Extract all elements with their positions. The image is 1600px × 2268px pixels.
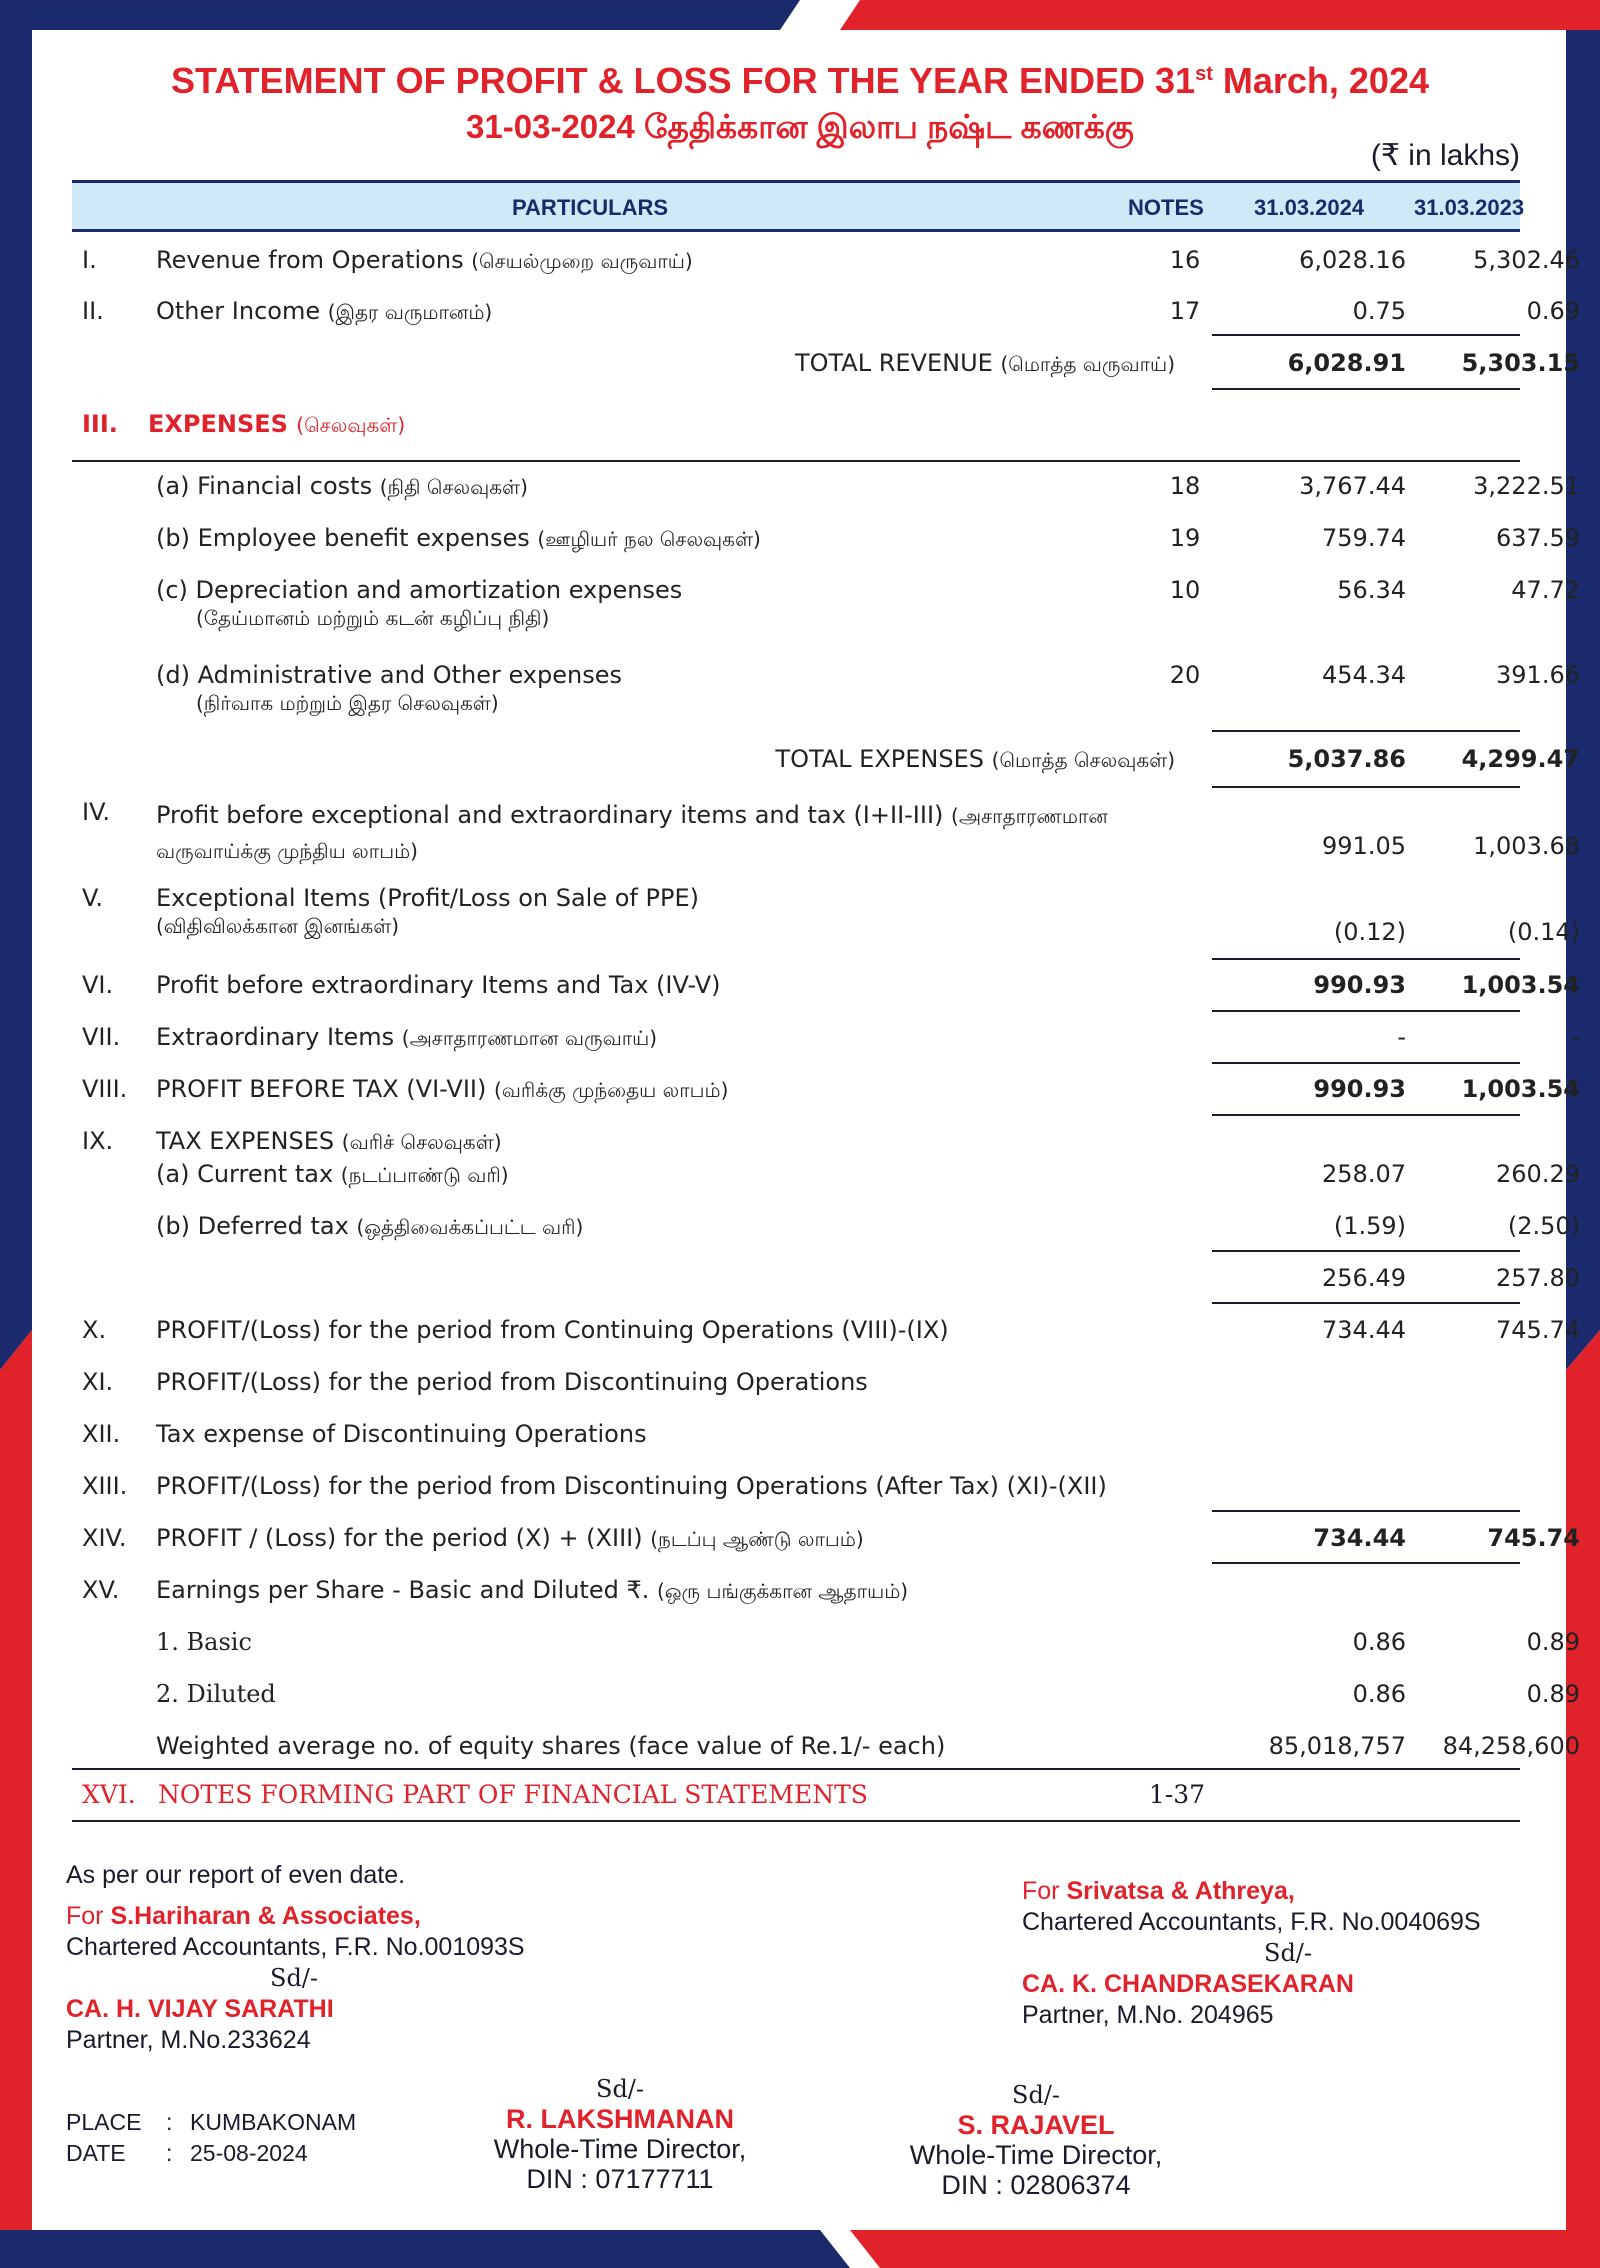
right-signatory-name: CA. K. CHANDRASEKARAN: [1022, 1970, 1354, 1998]
row-label: Exceptional Items (Profit/Loss on Sale of PPE) (விதிவிலக்கான இனங்கள்): [156, 884, 699, 938]
row-number: I.: [82, 246, 97, 274]
row-number: XI.: [82, 1368, 114, 1396]
row-label: (a) Financial costs (நிதி செலவுகள்): [156, 472, 528, 500]
value-2023: (2.50): [1507, 1212, 1580, 1240]
row-label: (a) Current tax (நடப்பாண்டு வரி): [156, 1160, 509, 1188]
right-sd: Sd/-: [1264, 1939, 1312, 1967]
row-note: 16: [1169, 246, 1201, 274]
director-2-block: [886, 2080, 1186, 2200]
right-ca-line: Chartered Accountants, F.R. No.004069S: [1022, 1908, 1481, 1936]
value-2024: (1.59): [1333, 1212, 1406, 1240]
row-label: Extraordinary Items (அசாதாரணமான வருவாய்): [156, 1023, 658, 1051]
row-number: XV.: [82, 1576, 120, 1604]
director-1-din: DIN : 07177711: [526, 2164, 714, 2194]
value-2024: 56.34: [1337, 576, 1406, 604]
value-2023: 4,299.47: [1461, 745, 1580, 773]
value-2023: 745.74: [1487, 1524, 1580, 1552]
row-number: XIII.: [82, 1472, 128, 1500]
value-2024: 990.93: [1313, 971, 1406, 999]
row-note: 1-37: [1148, 1780, 1206, 1809]
statement-title: STATEMENT OF PROFIT & LOSS FOR THE YEAR ENDED 31st March, 2024: [170, 60, 1429, 101]
row-number: XVI.: [82, 1780, 136, 1809]
right-partner-line: Partner, M.No. 204965: [1022, 2001, 1274, 2029]
director-2-sd: Sd/-: [1012, 2081, 1060, 2109]
row-label: PROFIT / (Loss) for the period (X) + (XIII) (நடப்பு ஆண்டு லாபம்): [156, 1524, 864, 1552]
director-2-din: DIN : 02806374: [941, 2170, 1131, 2200]
value-2024: 734.44: [1322, 1316, 1406, 1344]
row-number: VII.: [82, 1023, 121, 1051]
row-label: EXPENSES (செலவுகள்): [148, 410, 406, 438]
divider: [1212, 958, 1520, 960]
value-2023: 0.69: [1526, 297, 1580, 325]
row-label: TAX EXPENSES (வரிச் செலவுகள்): [156, 1127, 502, 1155]
row-label: NOTES FORMING PART OF FINANCIAL STATEMENTS: [158, 1780, 868, 1809]
row-label: Revenue from Operations (செயல்முறை வருவாய்): [156, 246, 693, 274]
row-label: Other Income (இதர வருமானம்): [156, 297, 493, 325]
row-number: IV.: [82, 798, 111, 826]
row-label: Earnings per Share - Basic and Diluted ₹. (ஒரு பங்குக்கான ஆதாயம்): [156, 1576, 909, 1604]
divider: [1212, 1250, 1520, 1252]
row-label: PROFIT/(Loss) for the period from Discontinuing Operations: [156, 1368, 868, 1396]
row-note: 20: [1169, 661, 1201, 689]
value-2023: 5,302.46: [1473, 246, 1580, 274]
value-2023: 0.89: [1526, 1628, 1580, 1656]
report-note: As per our report of even date.: [66, 1861, 406, 1889]
value-2023: 84,258,600: [1442, 1732, 1580, 1760]
value-2023: 257.80: [1496, 1264, 1580, 1292]
row-label: Profit before extraordinary Items and Tax (IV-V): [156, 971, 721, 999]
row-label: PROFIT/(Loss) for the period from Continuing Operations (VIII)-(IX): [156, 1316, 949, 1344]
director-1-block: [470, 2074, 770, 2194]
divider: [1212, 1510, 1520, 1512]
header-col-2024: 31.03.2024: [1254, 195, 1365, 220]
left-ca-line: Chartered Accountants, F.R. No.001093S: [66, 1933, 525, 1961]
divider: [1212, 1302, 1520, 1304]
value-2023: 1,003.54: [1461, 1075, 1580, 1103]
left-partner-line: Partner, M.No.233624: [66, 2026, 311, 2054]
place-date-block: [66, 2107, 356, 2169]
divider: [1212, 730, 1520, 732]
value-2024: 258.07: [1322, 1160, 1406, 1188]
value-2024: 6,028.16: [1299, 246, 1406, 274]
value-2023: 0.89: [1526, 1680, 1580, 1708]
row-note: 17: [1169, 297, 1201, 325]
value-2023: 1,003.68: [1473, 832, 1580, 860]
value-2024: 6,028.91: [1287, 349, 1406, 377]
row-number: XII.: [82, 1420, 121, 1448]
value-2024: 0.75: [1352, 297, 1406, 325]
divider: [1212, 1010, 1520, 1012]
row-label: (c) Depreciation and amortization expenses (தேய்மானம் மற்றும் கடன் கழிப்பு நிதி): [156, 576, 683, 630]
unit-label: (₹ in lakhs): [1370, 139, 1520, 172]
row-label: TOTAL EXPENSES (மொத்த செலவுகள்): [775, 745, 1175, 773]
divider: [72, 1820, 1520, 1822]
director-2-title: Whole-Time Director,: [909, 2140, 1163, 2170]
left-firm-line: For S.Hariharan & Associates,: [66, 1902, 421, 1930]
place-line: PLACE : KUMBAKONAM: [66, 2109, 357, 2135]
director-1-name: R. LAKSHMANAN: [506, 2104, 734, 2134]
row-number: X.: [82, 1316, 107, 1344]
director-1-title: Whole-Time Director,: [493, 2134, 747, 2164]
divider: [1212, 1114, 1520, 1116]
row-number: V.: [82, 884, 103, 912]
row-note: 10: [1169, 576, 1201, 604]
row-number: II.: [82, 297, 104, 325]
row-label: Tax expense of Discontinuing Operations: [156, 1420, 647, 1448]
value-2024: -: [1397, 1023, 1406, 1051]
row-label: PROFIT/(Loss) for the period from Discontinuing Operations (After Tax) (XI)-(XII): [156, 1472, 1107, 1500]
divider: [1212, 388, 1520, 390]
row-number: III.: [82, 410, 118, 438]
divider: [72, 1768, 1520, 1770]
value-2024: 0.86: [1352, 1628, 1406, 1656]
left-sd: Sd/-: [270, 1964, 318, 1992]
auditor-left-block: [66, 1860, 525, 2056]
header-notes: NOTES: [1128, 195, 1204, 220]
row-label: Weighted average no. of equity shares (face value of Re.1/- each): [156, 1732, 946, 1760]
value-2024: 759.74: [1322, 524, 1406, 552]
row-label: Profit before exceptional and extraordinary items and tax (I+II-III) (அசாதாரணமான வருவாய்க்கு முந்திய லாபம்): [156, 801, 1108, 863]
value-2023: -: [1571, 1023, 1580, 1051]
value-2023: 1,003.54: [1461, 971, 1580, 999]
row-number: VIII.: [82, 1075, 128, 1103]
row-label: (d) Administrative and Other expenses (நிர்வாக மற்றும் இதர செலவுகள்): [156, 661, 622, 715]
statement-title-tamil: 31-03-2024 தேதிக்கான இலாப நஷ்ட கணக்கு: [466, 108, 1134, 145]
table-header: [72, 180, 1525, 232]
right-firm-line: For Srivatsa & Athreya,: [1022, 1877, 1295, 1905]
auditor-right-block: [1022, 1876, 1481, 2031]
row-label: PROFIT BEFORE TAX (VI-VII) (வரிக்கு முந்தைய லாபம்): [156, 1075, 729, 1103]
value-2024: 990.93: [1313, 1075, 1406, 1103]
row-label: (b) Employee benefit expenses (ஊழியர் நல செலவுகள்): [156, 524, 761, 552]
row-label: TOTAL REVENUE (மொத்த வருவாய்): [794, 349, 1175, 377]
row-note: 18: [1169, 472, 1201, 500]
row-note: 19: [1169, 524, 1201, 552]
left-signatory-name: CA. H. VIJAY SARATHI: [66, 1995, 334, 2023]
value-2024: 734.44: [1313, 1524, 1406, 1552]
row-number: VI.: [82, 971, 114, 999]
value-2024: (0.12): [1333, 918, 1406, 946]
value-2023: 47.72: [1511, 576, 1580, 604]
row-number: IX.: [82, 1127, 114, 1155]
header-particulars: PARTICULARS: [512, 195, 669, 220]
divider: [1212, 334, 1520, 336]
director-1-sd: Sd/-: [596, 2075, 644, 2103]
row-label: (b) Deferred tax (ஒத்திவைக்கப்பட்ட வரி): [156, 1212, 584, 1240]
divider: [1212, 786, 1520, 788]
row-number: XIV.: [82, 1524, 127, 1552]
value-2023: 3,222.51: [1473, 472, 1580, 500]
value-2024: 991.05: [1322, 832, 1406, 860]
director-2-name: S. RAJAVEL: [957, 2110, 1115, 2140]
value-2024: 85,018,757: [1268, 1732, 1406, 1760]
value-2023: 260.29: [1496, 1160, 1580, 1188]
value-2023: (0.14): [1507, 918, 1580, 946]
divider: [1212, 1562, 1520, 1564]
row-label: 1. Basic: [156, 1628, 252, 1656]
value-2023: 745.74: [1496, 1316, 1580, 1344]
value-2024: 454.34: [1322, 661, 1406, 689]
divider: [1212, 1062, 1520, 1064]
value-2024: 5,037.86: [1287, 745, 1406, 773]
value-2023: 5,303.15: [1461, 349, 1580, 377]
header-col-2023: 31.03.2023: [1414, 195, 1525, 220]
divider: [72, 460, 1520, 462]
date-line: DATE : 25-08-2024: [66, 2140, 308, 2166]
value-2024: 3,767.44: [1299, 472, 1406, 500]
value-2023: 391.66: [1496, 661, 1580, 689]
value-2024: 0.86: [1352, 1680, 1406, 1708]
value-2023: 637.59: [1496, 524, 1580, 552]
value-2024: 256.49: [1322, 1264, 1406, 1292]
row-label: 2. Diluted: [156, 1680, 276, 1708]
